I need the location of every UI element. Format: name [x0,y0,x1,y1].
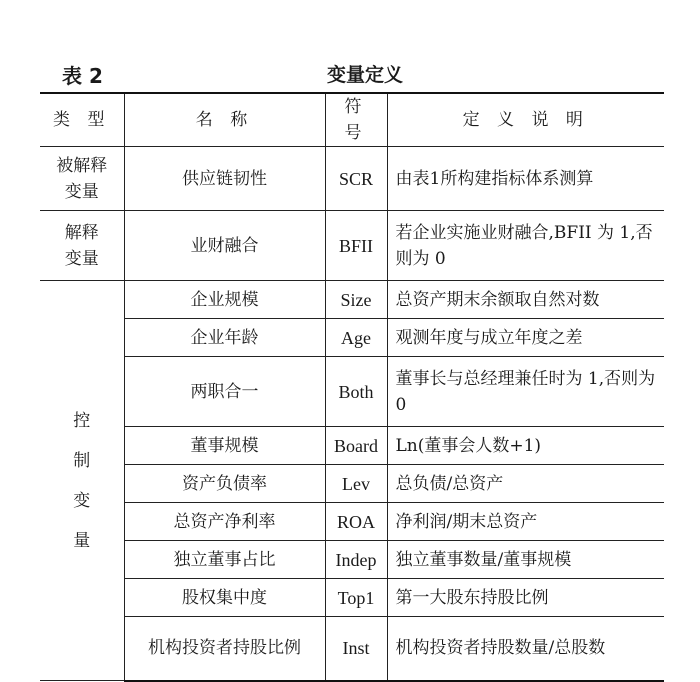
variable-definition-table [40,92,664,682]
variable-name: 资产负债率 [124,465,325,503]
variable-definition: 第一大股东持股比例 [387,579,664,617]
type-explained [40,147,124,211]
variable-name: 供应链韧性 [124,147,325,211]
variable-symbol: BFII [325,211,387,281]
variable-definition: 总资产期末余额取自然对数 [387,281,664,319]
variable-name: 机构投资者持股比例 [124,617,325,681]
type-line: 变量 [64,181,99,202]
variable-name: 总资产净利率 [124,503,325,541]
variable-symbol: Indep [325,541,387,579]
variable-symbol: ROA [325,503,387,541]
variable-symbol: Board [325,427,387,465]
header-type: 类 型 [40,93,124,147]
table-row [40,465,664,503]
variable-name: 企业年龄 [124,319,325,357]
variable-symbol: Both [325,357,387,427]
table-row [40,579,664,617]
variable-definition: Ln(董事会人数+1) [387,427,664,465]
type-control [40,281,124,681]
table-row [40,357,664,427]
variable-name: 两职合一 [124,357,325,427]
variable-symbol: Size [325,281,387,319]
type-line: 被解释 [56,155,108,176]
type-explanatory [40,211,124,281]
variable-definition: 机构投资者持股数量/总股数 [387,617,664,681]
type-char: 变 [73,490,91,511]
table-row [40,211,664,281]
table-row [40,147,664,211]
table-number: 表 2 [62,64,103,88]
type-char: 制 [73,450,91,471]
variable-name: 董事规模 [124,427,325,465]
variable-name: 股权集中度 [124,579,325,617]
table-row [40,281,664,319]
variable-name: 业财融合 [124,211,325,281]
table-row [40,617,664,681]
variable-symbol: Lev [325,465,387,503]
variable-definition: 董事长与总经理兼任时为 1,否则为 0 [387,357,664,427]
variable-definition: 独立董事数量/董事规模 [387,541,664,579]
variable-symbol: Inst [325,617,387,681]
type-char: 控 [73,410,91,431]
table-title: 变量定义 [326,64,403,86]
type-char: 量 [73,530,91,551]
variable-definition: 观测年度与成立年度之差 [387,319,664,357]
table-row [40,427,664,465]
type-line: 解释 [64,222,99,243]
variable-definition: 总负债/总资产 [387,465,664,503]
header-symbol: 符号 [325,93,387,147]
variable-symbol: Age [325,319,387,357]
type-line: 变量 [64,248,99,269]
header-definition: 定 义 说 明 [387,93,664,147]
table-row [40,541,664,579]
header-row [40,93,664,147]
table-row [40,503,664,541]
variable-definition: 由表1所构建指标体系测算 [387,147,664,211]
variable-symbol: SCR [325,147,387,211]
table-row [40,319,664,357]
variable-definition: 若企业实施业财融合,BFII 为 1,否则为 0 [387,211,664,281]
variable-name: 独立董事占比 [124,541,325,579]
variable-symbol: Top1 [325,579,387,617]
variable-name: 企业规模 [124,281,325,319]
header-name: 名 称 [124,93,325,147]
variable-definition: 净利润/期末总资产 [387,503,664,541]
